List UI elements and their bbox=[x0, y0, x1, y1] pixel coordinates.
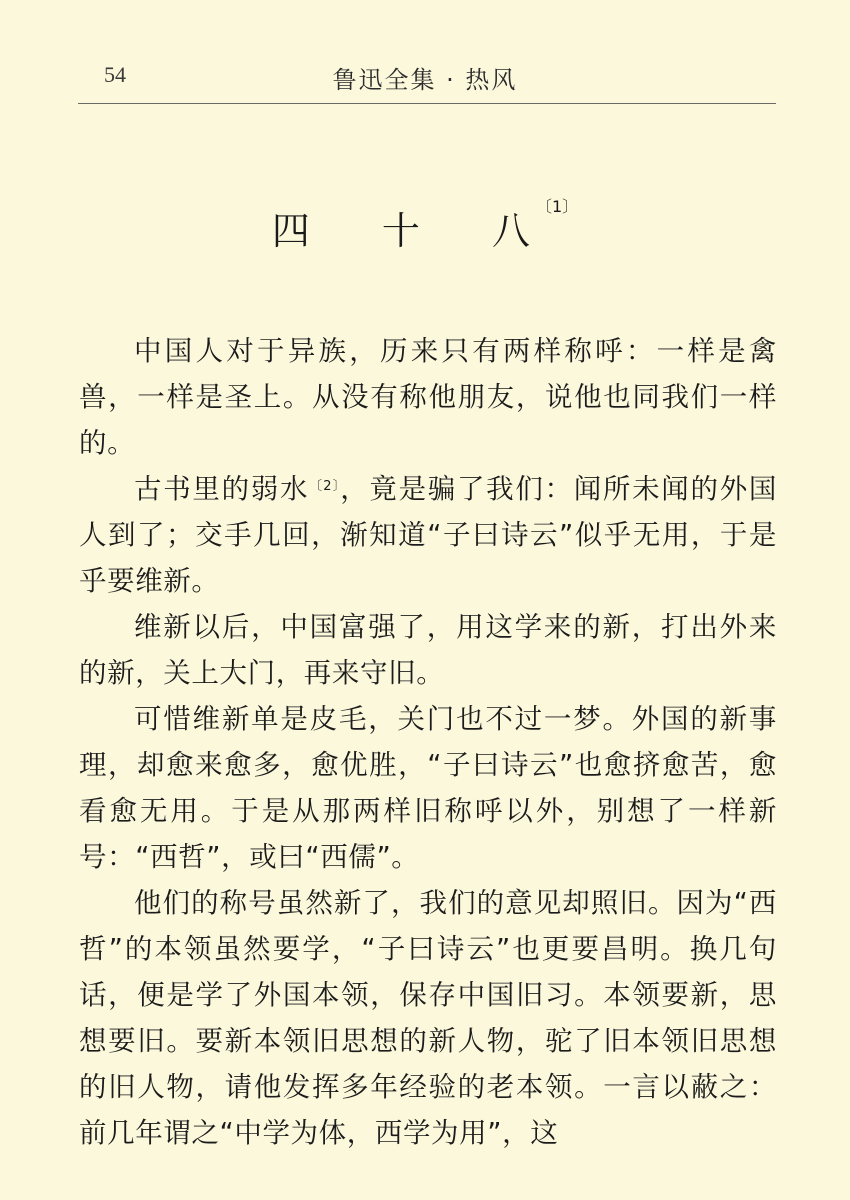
paragraph-2-before-note: 古书里的弱水 bbox=[134, 473, 310, 505]
chapter-title bbox=[0, 197, 850, 255]
paragraph-2-after-note: ，竟是骗了我们：闻所未闻的外国人到了；交手几回，渐知道“子曰诗云”似乎无用，于是乎要维新。 bbox=[79, 473, 777, 597]
paragraph-2 bbox=[79, 466, 777, 604]
paragraph-3: 维新以后，中国富强了，用这学来的新，打出外来的新，关上大门，再来守旧。 bbox=[79, 611, 777, 689]
page-number: 54 bbox=[104, 62, 126, 87]
paragraph-2-note-ref: 〔2〕 bbox=[309, 479, 341, 494]
running-head: 鲁迅全集 · 热风 bbox=[332, 66, 518, 94]
chapter-title-note-ref: 〔1〕 bbox=[535, 197, 579, 216]
page-header bbox=[0, 0, 850, 110]
chapter-title-text: 四 十 八 bbox=[271, 209, 560, 253]
paragraph-1: 中国人对于异族，历来只有两样称呼：一样是禽兽，一样是圣上。从没有称他朋友，说他也同我们一样的。 bbox=[79, 335, 777, 459]
body-text bbox=[79, 328, 777, 1156]
header-rule bbox=[78, 103, 776, 104]
paragraph-5: 他们的称号虽然新了，我们的意见却照旧。因为“西哲”的本领虽然要学，“子曰诗云”也更要昌明。换几句话，便是学了外国本领，保存中国旧习。本领要新，思想要旧。要新本领旧思想的新人物，驼了旧本领旧思想的旧人物，请他发挥多年经验的老本领。一言以蔽之：前几年谓之“中学为体，西学为用”，这 bbox=[79, 887, 777, 1149]
paragraph-4: 可惜维新单是皮毛，关门也不过一梦。外国的新事理，却愈来愈多，愈优胜，“子曰诗云”也愈挤愈苦，愈看愈无用。于是从那两样旧称呼以外，别想了一样新号：“西哲”，或曰“西儒”。 bbox=[79, 703, 777, 873]
